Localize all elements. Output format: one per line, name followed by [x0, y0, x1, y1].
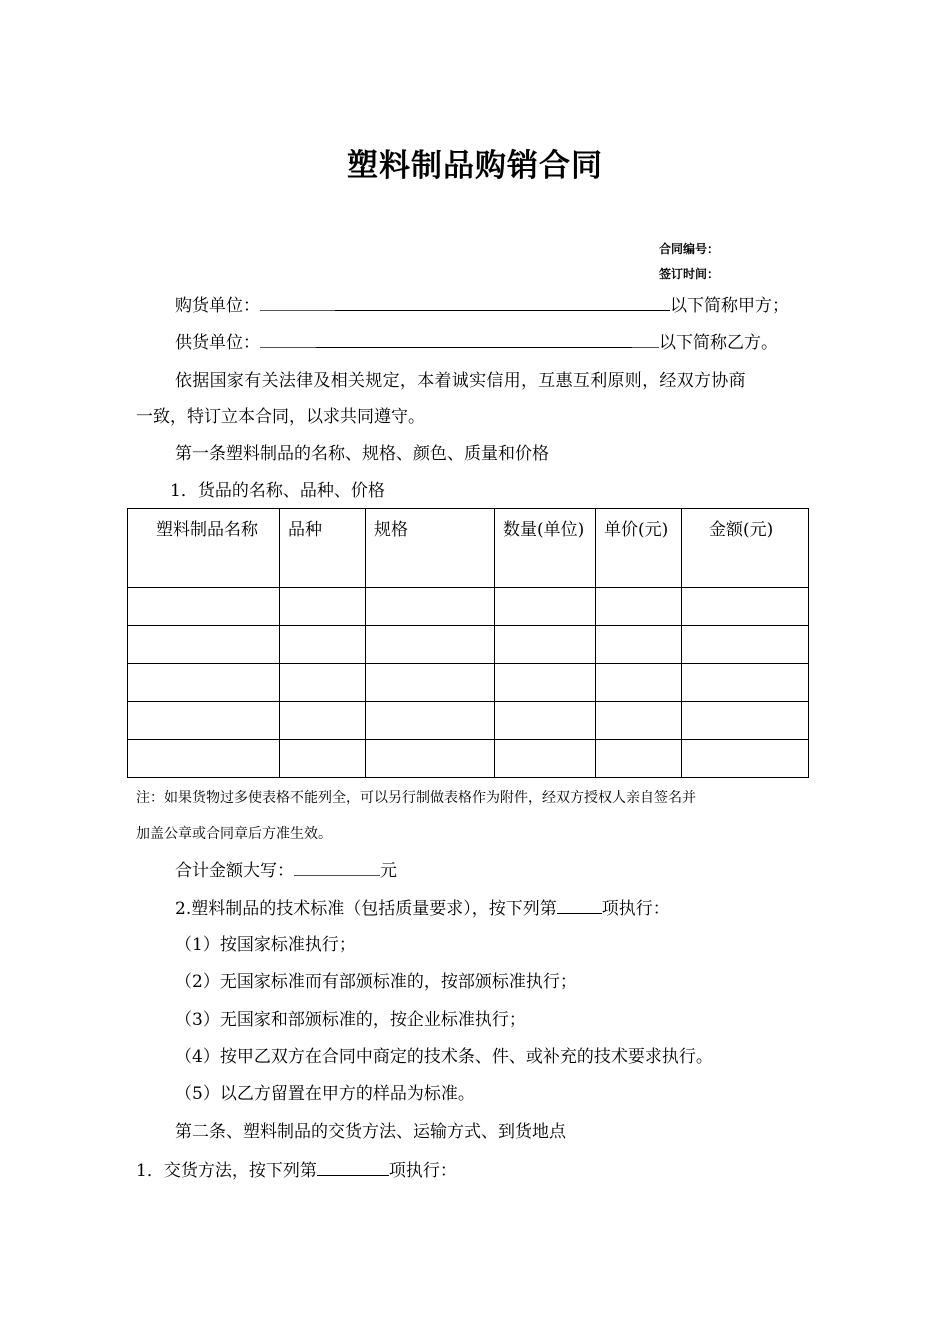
table-cell[interactable] [495, 626, 596, 664]
table-cell[interactable] [366, 740, 495, 778]
seller-suffix: 以下简称乙方。 [659, 333, 778, 353]
col-header-unit-price: 单价(元) [596, 509, 682, 588]
table-cell[interactable] [128, 626, 280, 664]
table-cell[interactable] [366, 588, 495, 626]
table-cell[interactable] [366, 626, 495, 664]
standard-option-field[interactable] [557, 897, 602, 914]
standard-option-2: （2）无国家标准而有部颁标准的，按部颁标准执行； [175, 972, 577, 992]
table-cell[interactable] [682, 588, 809, 626]
standard-option-1: （1）按国家标准执行； [175, 935, 356, 955]
article1-sub2 [175, 897, 670, 920]
article2-heading: 第二条、塑料制品的交货方法、运输方式、到货地点 [175, 1122, 566, 1142]
buyer-suffix: 以下简称甲方； [670, 296, 789, 316]
table-cell[interactable] [682, 664, 809, 702]
total-amount-line [175, 859, 397, 882]
standard-option-5: （5）以乙方留置在甲方的样品为标准。 [175, 1084, 475, 1104]
table-cell[interactable] [682, 702, 809, 740]
table-cell[interactable] [366, 664, 495, 702]
table-cell[interactable] [128, 740, 280, 778]
article1-heading: 第一条塑料制品的名称、规格、颜色、质量和价格 [175, 444, 549, 464]
intro-line-2: 一致，特订立本合同，以求共同遵守。 [136, 407, 425, 427]
table-row [128, 626, 809, 664]
buyer-label: 购货单位： [175, 296, 260, 316]
article1-sub1: 1．货品的名称、品种、价格 [170, 481, 385, 501]
col-header-variety: 品种 [280, 509, 366, 588]
table-cell[interactable] [495, 740, 596, 778]
contract-number-label: 合同编号： [659, 242, 720, 256]
intro-line-1: 依据国家有关法律及相关规定，本着诚实信用，互惠互利原则，经双方协商 [175, 371, 746, 391]
seller-label: 供货单位： [175, 333, 260, 353]
table-cell[interactable] [280, 702, 366, 740]
article2-sub1 [136, 1159, 457, 1182]
table-note-line-2: 加盖公章或合同章后方准生效。 [136, 826, 332, 842]
table-row [128, 664, 809, 702]
document-title: 塑料制品购销合同 [347, 148, 603, 184]
total-amount-field[interactable] [294, 859, 380, 876]
sub2-prefix: 2.塑料制品的技术标准（包括质量要求），按下列第 [175, 899, 557, 919]
standard-option-4: （4）按甲乙双方在合同中商定的技术条、件、或补充的技术要求执行。 [175, 1047, 713, 1067]
table-row [128, 588, 809, 626]
table-cell[interactable] [596, 626, 682, 664]
table-cell[interactable] [280, 588, 366, 626]
article2-sub1-suffix: 项执行： [388, 1161, 457, 1181]
col-header-name: 塑料制品名称 [128, 509, 280, 588]
table-cell[interactable] [366, 702, 495, 740]
seller-blank-short [260, 331, 316, 348]
table-cell[interactable] [128, 588, 280, 626]
delivery-option-field[interactable] [317, 1159, 389, 1176]
table-cell[interactable] [495, 664, 596, 702]
total-amount-label: 合计金额大写： [175, 861, 294, 881]
buyer-name-field[interactable] [335, 294, 670, 311]
table-row [128, 702, 809, 740]
table-cell[interactable] [128, 664, 280, 702]
goods-table [127, 508, 809, 778]
table-cell[interactable] [682, 626, 809, 664]
table-cell[interactable] [596, 740, 682, 778]
table-cell[interactable] [128, 702, 280, 740]
table-cell[interactable] [280, 626, 366, 664]
total-amount-unit: 元 [380, 861, 397, 881]
table-note-line-1: 注：如果货物过多使表格不能列全，可以另行制做表格作为附件，经双方授权人亲自签名并 [136, 790, 696, 806]
table-cell[interactable] [596, 702, 682, 740]
seller-line [175, 331, 778, 354]
table-cell[interactable] [280, 664, 366, 702]
standard-option-3: （3）无国家和部颁标准的，按企业标准执行； [175, 1010, 526, 1030]
table-row [128, 740, 809, 778]
seller-name-field[interactable] [316, 331, 632, 348]
table-cell[interactable] [495, 588, 596, 626]
article2-sub1-prefix: 1．交货方法，按下列第 [136, 1161, 317, 1181]
table-header-row [128, 509, 809, 588]
buyer-blank-short [260, 294, 335, 311]
table-cell[interactable] [596, 664, 682, 702]
buyer-line [175, 294, 789, 317]
seller-blank-tail [632, 331, 659, 348]
col-header-quantity: 数量(单位) [495, 509, 596, 588]
table-cell[interactable] [280, 740, 366, 778]
table-cell[interactable] [682, 740, 809, 778]
sign-date-label: 签订时间： [659, 267, 720, 281]
col-header-amount: 金额(元) [682, 509, 809, 588]
table-cell[interactable] [596, 588, 682, 626]
col-header-spec: 规格 [366, 509, 495, 588]
table-cell[interactable] [495, 702, 596, 740]
sub2-suffix: 项执行： [601, 899, 670, 919]
